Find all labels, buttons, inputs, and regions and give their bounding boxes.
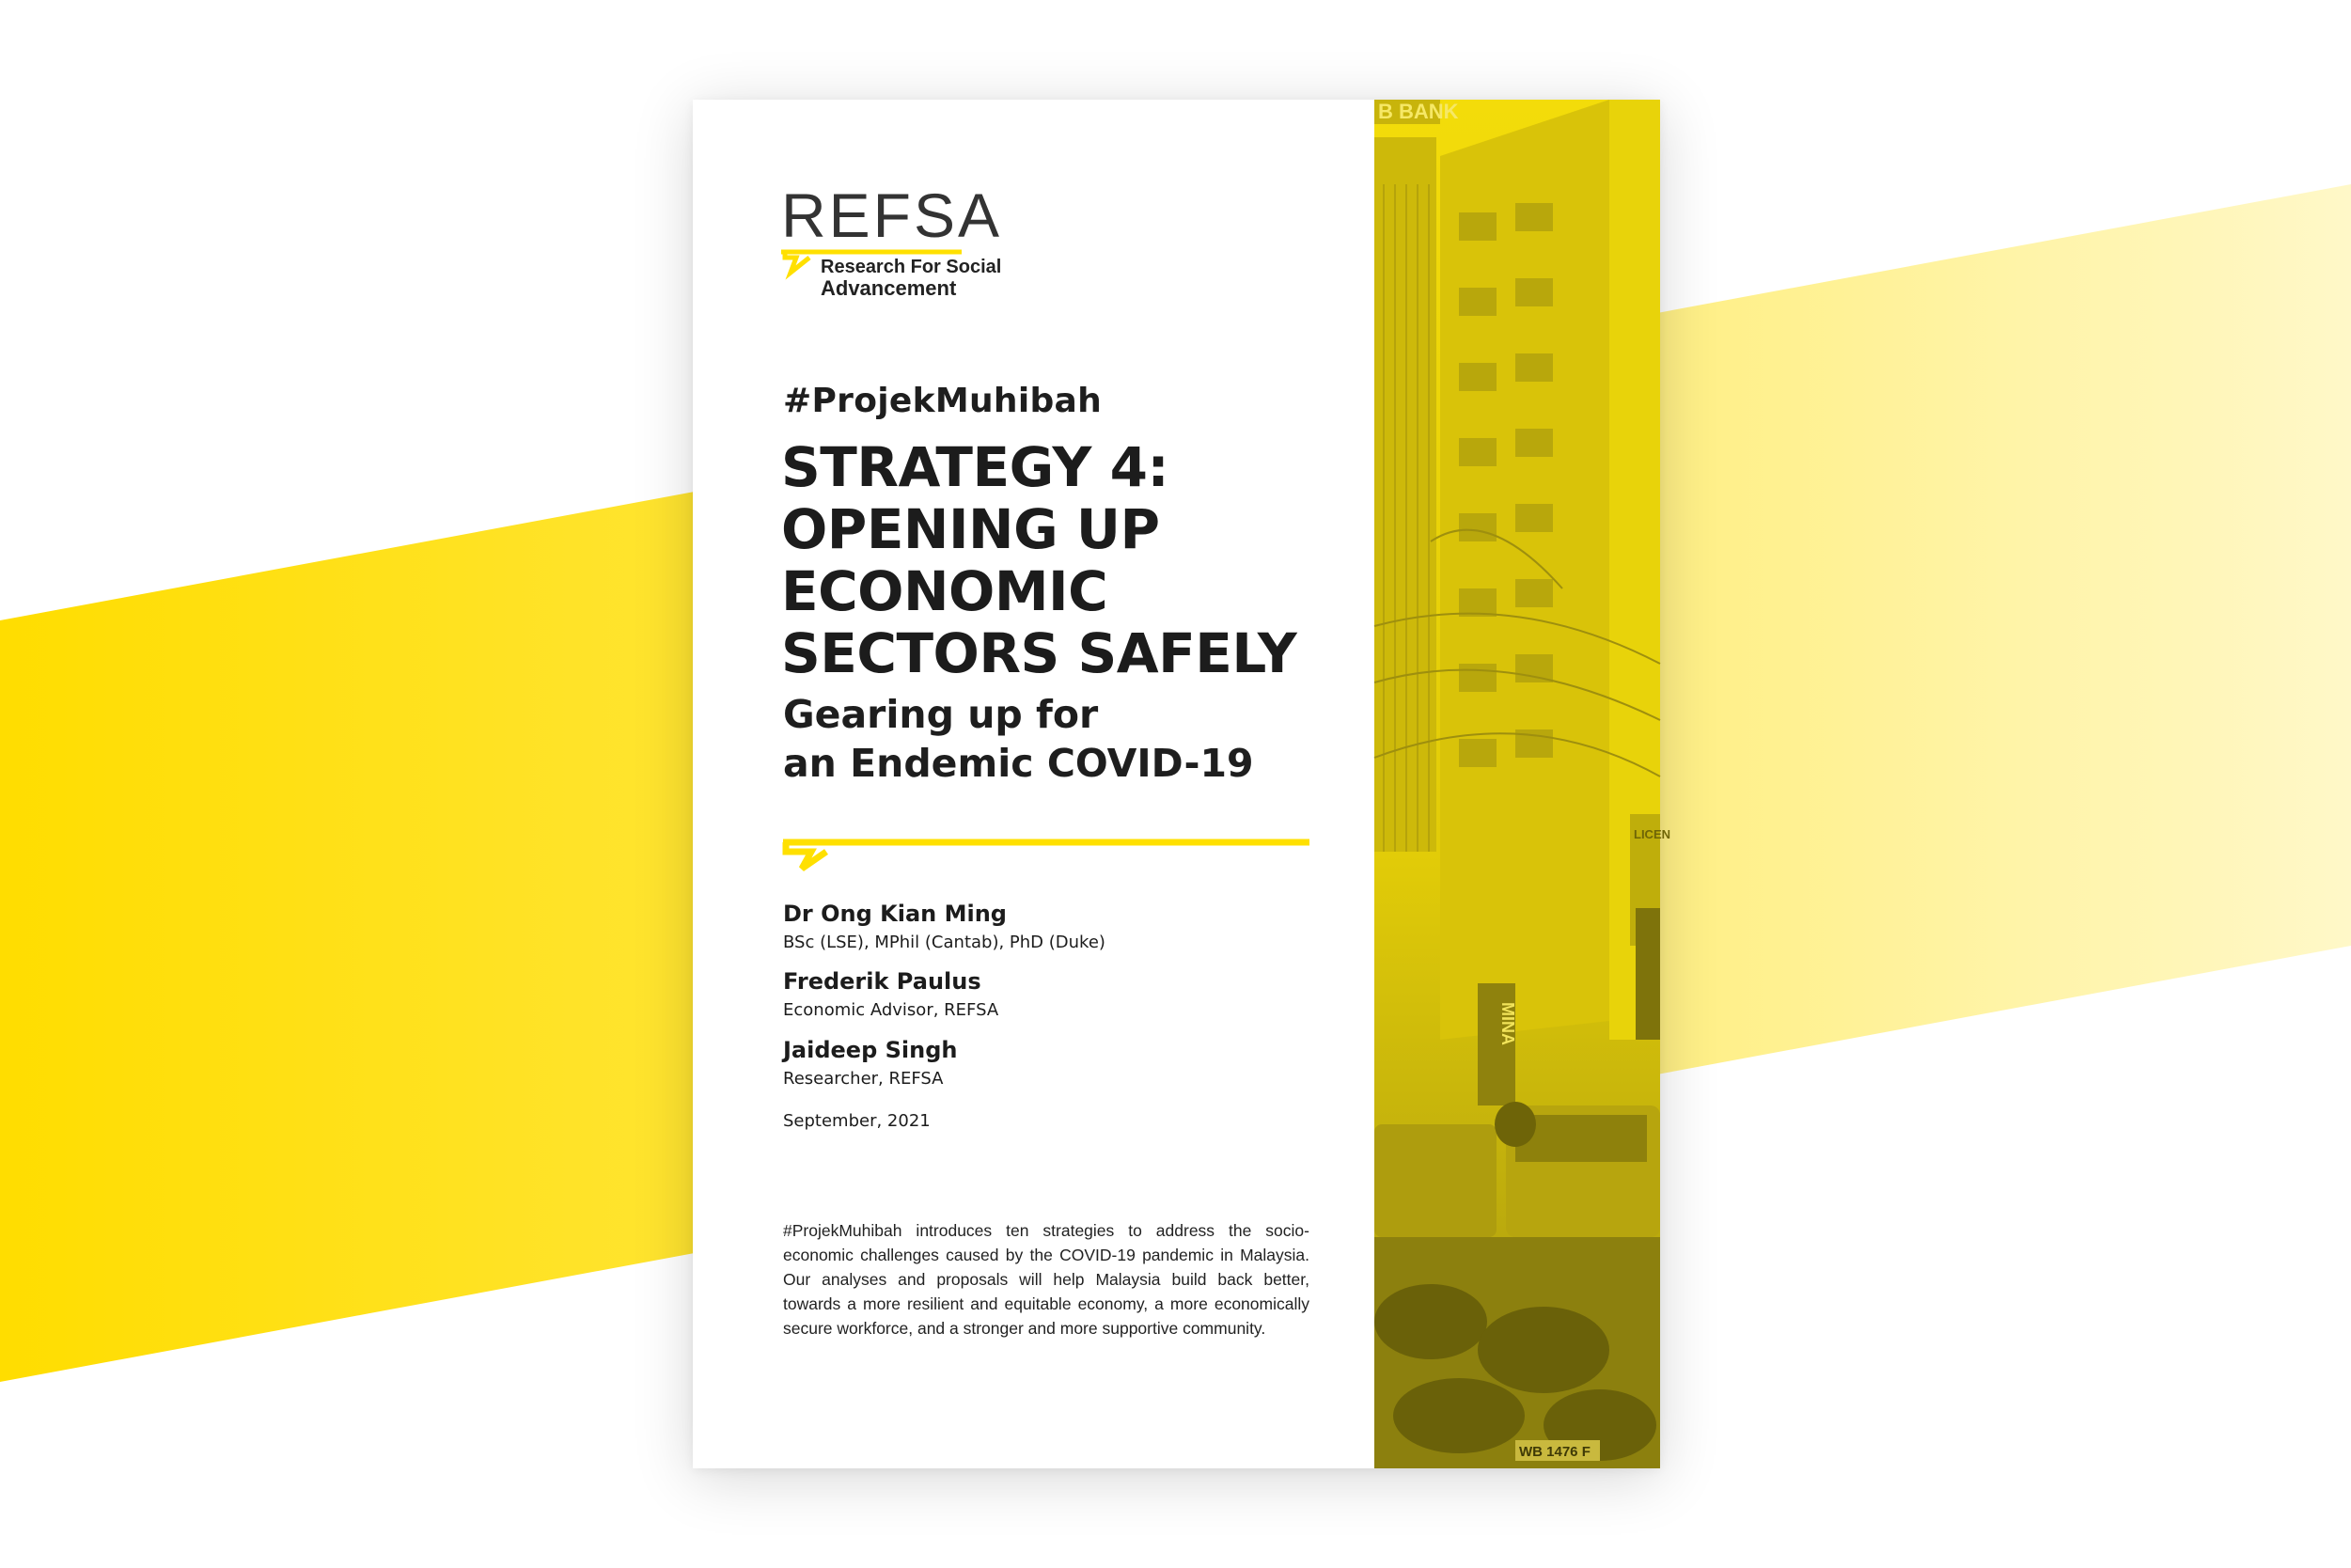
tagline-line-2: Advancement — [821, 276, 957, 300]
title-line: OPENING UP — [781, 497, 1160, 561]
photo-license-plate: WB 1476 F — [1519, 1444, 1591, 1460]
refsa-logo-tagline — [821, 258, 1001, 299]
report-subtitle — [783, 690, 1254, 788]
speech-bubble-divider-icon — [783, 829, 1313, 876]
author-credentials: Researcher, REFSA — [783, 1069, 944, 1089]
publication-date: September, 2021 — [783, 1111, 931, 1131]
refsa-logo-wordmark: REFSA — [781, 180, 1003, 250]
author-name: Dr Ong Kian Ming — [783, 901, 1007, 927]
author-name: Jaideep Singh — [783, 1037, 958, 1063]
street-photo-panel — [1374, 100, 1670, 1468]
photo-sign-bank: B BANK — [1378, 100, 1459, 123]
subtitle-line: Gearing up for — [783, 692, 1099, 737]
author-name: Frederik Paulus — [783, 968, 981, 995]
title-line: SECTORS SAFELY — [781, 621, 1297, 685]
report-title — [781, 436, 1383, 684]
subtitle-line: an Endemic COVID-19 — [783, 741, 1254, 786]
title-line: STRATEGY 4: — [781, 435, 1169, 499]
cover-blurb: #ProjekMuhibah introduces ten strategies to address the socio-economic challenges caused by the COVID-19 pandemic in Malaysia. Our analyses and proposals will help Malaysia build back better, towards a more resilient and equitable economy, a more economically secure workforce, and a stronger and more supportive community. — [783, 1221, 1309, 1338]
tagline-line-1: Research For Social — [821, 257, 1002, 277]
title-line: ECONOMIC — [781, 559, 1108, 623]
report-cover-page — [693, 100, 1670, 1468]
street-photo-illustration — [1374, 100, 1670, 1468]
author-credentials: Economic Advisor, REFSA — [783, 1000, 999, 1020]
author-credentials: BSc (LSE), MPhil (Cantab), PhD (Duke) — [783, 933, 1105, 952]
photo-sign-mina: MINA — [1498, 1002, 1517, 1045]
photo-sign-licen: LICEN — [1634, 827, 1670, 841]
campaign-hashtag: #ProjekMuhibah — [783, 382, 1103, 420]
